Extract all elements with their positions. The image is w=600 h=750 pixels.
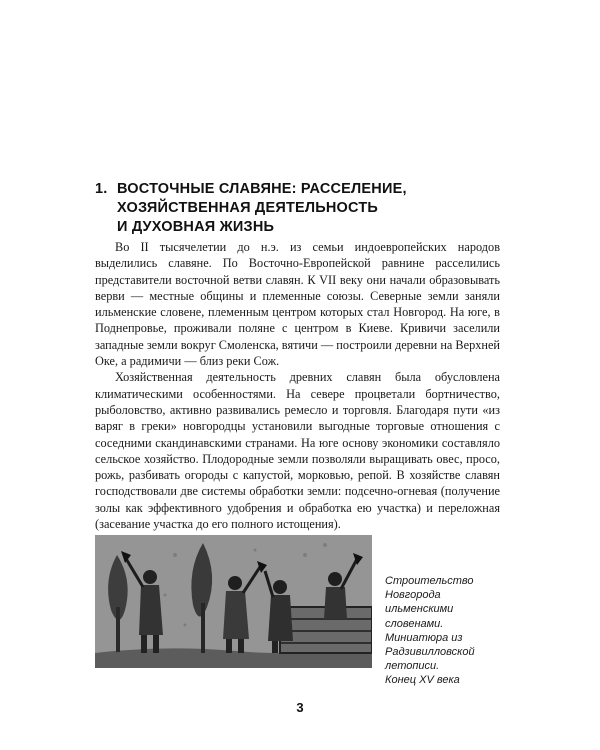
- caption-line-7: летописи.: [385, 660, 440, 673]
- paragraph-1: Во II тысячелетии до н.э. из семьи индоевропейских народов выделились славяне. По Восточно-Европейской равнине расселились представители восточной ветви славян. К VII веку они начали образовывать верви — местные общины и племенные союзы. Северные земли заняли ильменские словене, племенным центром которых стал Новгород. На юге, в Поднепровье, проживали поляне с центром в Киеве. Кривичи заселили западные земли вокруг Смоленска, вятичи — построили деревни на Верхней Оке, а радимичи — близ реки Сож.: [95, 240, 501, 369]
- miniature-image: [95, 535, 372, 668]
- section-heading: [95, 180, 515, 237]
- section-number: 1.: [95, 181, 108, 197]
- caption-line-3: ильменскими: [385, 603, 454, 616]
- caption-line-1: Строительство: [385, 575, 474, 587]
- heading-line-3: И ДУХОВНАЯ ЖИЗНЬ: [117, 219, 275, 235]
- heading-text-1: ВОСТОЧНЫЕ СЛАВЯНЕ: РАССЕЛЕНИЕ,: [117, 181, 407, 197]
- caption-line-8: Конец XV века: [385, 674, 460, 687]
- body-text: [95, 239, 500, 532]
- caption-line-6: Радзивилловской: [385, 646, 475, 659]
- heading-line-1: [95, 180, 515, 199]
- miniature-illustration: [95, 535, 372, 668]
- caption-line-4: словенами.: [385, 617, 444, 630]
- caption-line-2: Новгорода: [385, 589, 441, 602]
- caption-line-5: Миниатюра из: [385, 631, 463, 644]
- heading-line-2: ХОЗЯЙСТВЕННАЯ ДЕЯТЕЛЬНОСТЬ: [117, 200, 379, 216]
- paragraph-2: Хозяйственная деятельность древних славян была обусловлена климатическими особенностями. На севере процветали бортничество, рыболовство, активно развивались ремесло и торговля. Благодаря пути «из варяг в греки» новгородцы установили выгодные торговые отношения с соседними скандинавскими странами. На юге основу экономики составляло сельское хозяйство. Плодородные земли позволяли выращивать овес, просо, рожь, разбивать огороды с капустой, морковью, репой. В хозяйстве славян господствовали две системы обработки земли: подсечно-огневая (получение золы как эффективного удобрения и обработка ею участка) и переложная (засевание участка до его полного истощения).: [95, 370, 500, 532]
- figure-caption: [385, 574, 505, 688]
- page-number: 3: [296, 700, 304, 715]
